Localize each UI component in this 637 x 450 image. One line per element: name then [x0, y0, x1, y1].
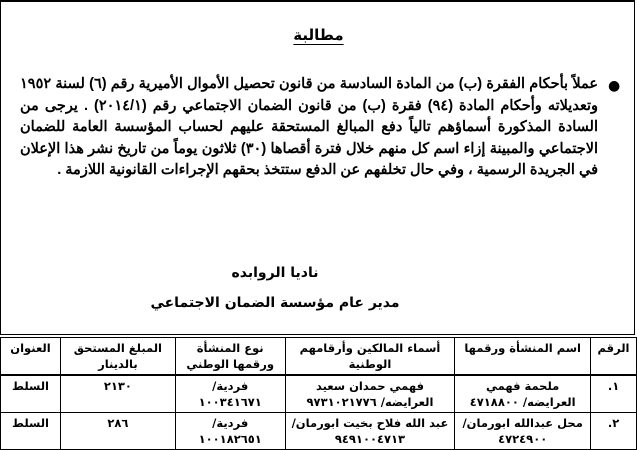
header-amount: المبلغ المستحق بالدينار	[60, 338, 175, 376]
bullet-icon: ●	[608, 78, 621, 94]
cell-establishment: محل عبدالله ابورمان/ ٤٧٢٤٩٠٠	[455, 413, 591, 450]
signatory-title: مدير عام مؤسسة الضمان الاجتماعي	[150, 295, 400, 311]
cell-owners: فهمي حمدان سعيد العرايضه/ ٩٧٣١٠٢١٧٧٦	[285, 375, 455, 413]
header-establishment: اسم المنشأة ورقمها	[455, 338, 591, 376]
header-owners: أسماء المالكين وأرقامهم الوطنية	[285, 338, 455, 376]
cell-establishment: ملحمة فهمي العرايضه/ ٤٧١٨٨٠٠	[455, 375, 591, 413]
cell-number: ١.	[591, 375, 637, 413]
header-address: العنوان	[1, 338, 61, 376]
cell-number: ٢.	[591, 413, 637, 450]
cell-type: فردية/ ١٠٠١٨٢٦٥١	[175, 413, 285, 450]
notice-title: مطالبة	[293, 26, 344, 44]
table-row	[1, 375, 637, 413]
cell-amount: ٢١٣٠	[60, 375, 175, 413]
header-number: الرقم	[591, 338, 637, 376]
cell-owners: عبد الله فلاح بخيت ابورمان/ ٩٤٩١٠٠٤٧١٣	[285, 413, 455, 450]
header-type: نوع المنشأة ورقمها الوطني	[175, 338, 285, 376]
cell-address: السلط	[1, 375, 61, 413]
cell-amount: ٢٨٦	[60, 413, 175, 450]
cell-address: السلط	[1, 413, 61, 450]
signatory-name: ناديا الروابده	[231, 265, 319, 281]
debtors-table	[0, 337, 637, 450]
notice-paragraph: عملاً بأحكام الفقرة (ب) من المادة السادسة من قانون تحصيل الأموال الأميرية رقم (٦) لسنة ١٩٥٢ وتعديلاته وأحكام المادة (٩٤) فقرة (ب) من قانون الضمان الاجتماعي رقم (٢٠١٤/١) . يرجى من السادة المذكورة أسماؤهم تالياً دفع المبالغ المستحقة عليهم لحساب المؤسسة العامة للضمان الاجتماعي والمبينة إزاء اسم كل منهم خلال فترة أقصاها (٣٠) ثلاثون يوماً من تاريخ نشر هذا الإعلان في الجريدة الرسمية ، وفي حال تخلفهم عن الدفع ستتخذ بحقهم الإجراءات القانونية اللازمة .	[20, 76, 599, 178]
table-header-row	[1, 338, 637, 376]
cell-type: فردية/ ١٠٠٣٤١٦٧١	[175, 375, 285, 413]
table-row	[1, 413, 637, 450]
